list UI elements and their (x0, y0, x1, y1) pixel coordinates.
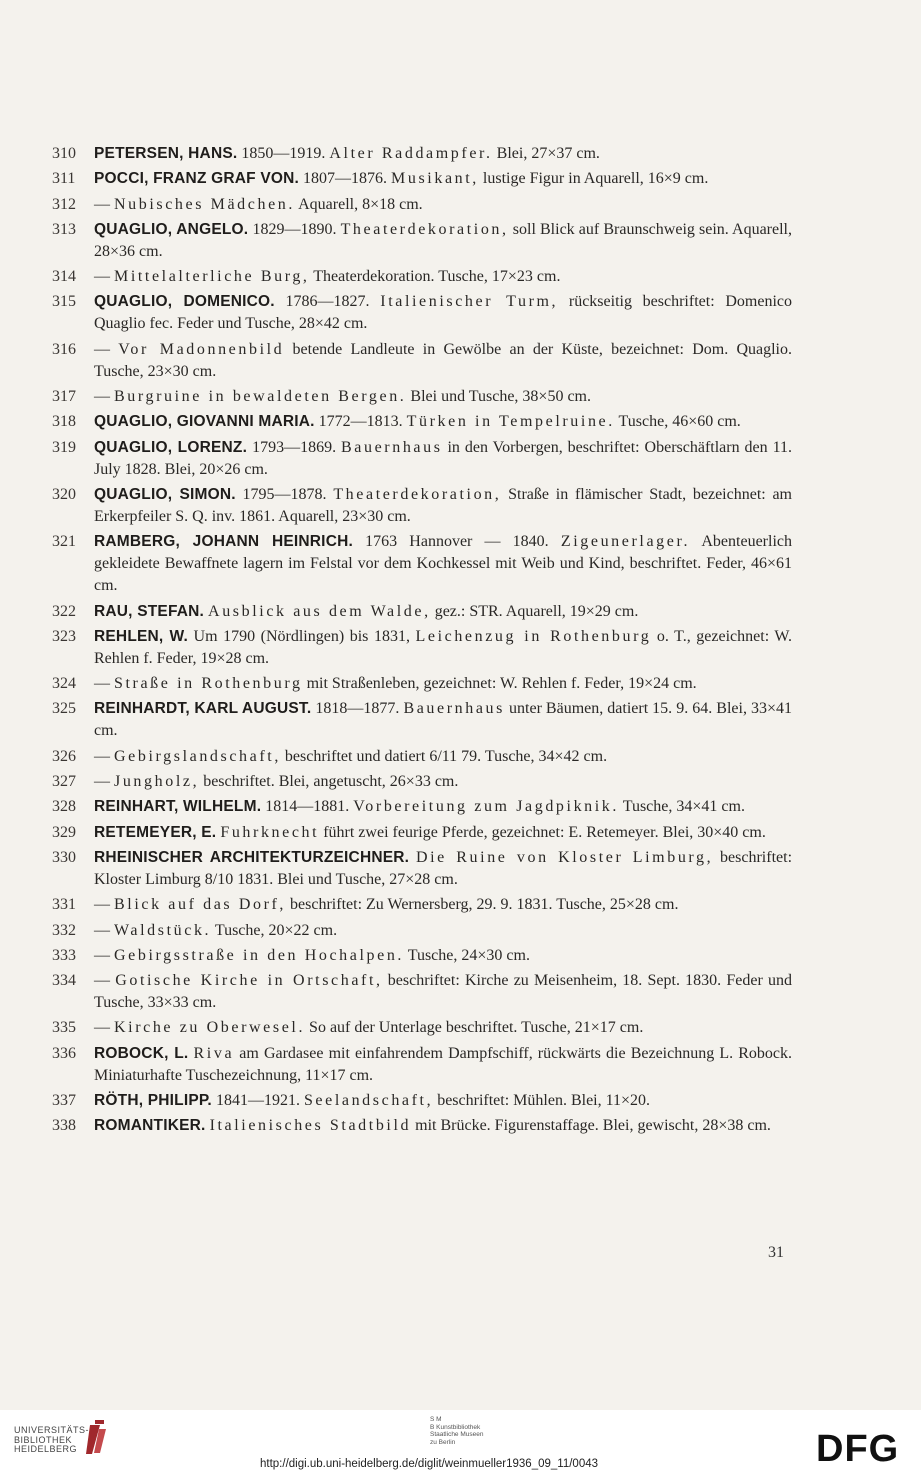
catalog-entry (52, 1090, 792, 1112)
entry-number: 332 (52, 921, 76, 939)
university-line: UNIVERSITÄTS- (14, 1425, 90, 1435)
entry-description: Aquarell, 8×18 cm. (295, 195, 423, 213)
entry-description: — (94, 675, 114, 693)
dfg-logo[interactable]: DFG (816, 1428, 900, 1470)
artwork-title: Italienischer Turm, (380, 293, 559, 311)
catalog-entry (52, 698, 792, 742)
artwork-title: Riva (193, 1044, 235, 1062)
catalog-entry (52, 411, 792, 433)
entry-description: Theaterdekoration. Tusche, 17×23 cm. (309, 268, 561, 286)
catalog-entry (52, 970, 792, 1014)
entry-description: — (94, 388, 114, 406)
catalog-entry (52, 771, 792, 793)
entry-text (94, 847, 792, 891)
artwork-title: Theaterdekoration, (340, 220, 509, 238)
artwork-title: Kirche zu Oberwesel. (114, 1019, 306, 1037)
entry-text (94, 1017, 792, 1039)
entry-number: 334 (52, 972, 76, 990)
artwork-title: Theaterdekoration, (333, 485, 502, 503)
entry-description: 1795—1878. (235, 485, 334, 503)
entry-description: mit Brücke. Figurenstaffage. Blei, gewischt, 28×38 cm. (411, 1117, 771, 1135)
sm-line: Staatliche Museen (430, 1431, 484, 1438)
entry-description: Blei und Tusche, 38×50 cm. (406, 388, 591, 406)
catalog-entry (52, 219, 792, 263)
artist-name: POCCI, FRANZ GRAF VON. (94, 170, 300, 188)
artwork-title: Alter Raddampfer. (329, 145, 493, 162)
sm-line: S M (430, 1416, 442, 1423)
catalog-entry (52, 626, 792, 670)
entry-description: — (94, 268, 114, 286)
artwork-title: Türken in Tempelruine. (406, 413, 615, 431)
entry-description: am Gardasee mit einfahrendem Dampfschiff, rückwärts die Bezeichnung L. Robock. Miniaturhafte Tuschezeichnung, 11×17 cm. (94, 1044, 793, 1084)
artist-name: RÖTH, PHILIPP. (94, 1092, 212, 1110)
entry-text (94, 194, 792, 216)
entry-description: beschriftet. Blei, angetuscht, 26×33 cm. (199, 773, 459, 791)
artwork-title: Bauernhaus (403, 700, 505, 718)
entry-description: beschriftet: Mühlen. Blei, 11×20. (433, 1092, 651, 1110)
entry-number: 316 (52, 340, 76, 358)
artwork-title: Gebirgsstraße in den Hochalpen. (114, 946, 405, 964)
artwork-title: Zigeunerlager. (560, 533, 691, 551)
entry-text (94, 945, 792, 967)
artist-name: RETEMEYER, E. (94, 823, 217, 841)
entry-description: rückseitig beschriftet: Domenico Quaglio fec. Feder und Tusche, 28×42 cm. (94, 293, 793, 333)
entry-description: So auf der Unterlage beschriftet. Tusche, 21×17 cm. (305, 1019, 644, 1037)
entry-number: 333 (52, 946, 76, 964)
catalog-entry (52, 291, 792, 335)
artist-name: QUAGLIO, SIMON. (94, 485, 236, 503)
entry-description: 1807—1876. (299, 170, 392, 188)
entry-description: in den Vorbergen, beschriftet: Oberschäftlarn den 11. July 1828. Blei, 20×26 cm. (94, 438, 793, 478)
entry-text (94, 796, 792, 818)
artist-name: ROMANTIKER. (94, 1117, 206, 1135)
entry-text (94, 219, 792, 263)
entry-description: — (94, 946, 114, 964)
entry-text (94, 822, 792, 844)
entry-number: 330 (52, 848, 76, 866)
artist-name: REINHART, WILHELM. (94, 798, 262, 816)
entry-description: 1763 Hannover — 1840. (352, 533, 561, 551)
entry-number: 337 (52, 1092, 76, 1110)
catalog-entry (52, 822, 792, 844)
artwork-title: Vorbereitung zum Jagdpiknik. (353, 798, 620, 816)
page-number: 31 (768, 1244, 784, 1261)
artwork-title: Straße in Rothenburg (114, 675, 303, 693)
artist-name: RHEINISCHER ARCHITEKTURZEICHNER. (94, 848, 410, 866)
sm-line: zu Berlin (430, 1438, 456, 1446)
entry-text (94, 386, 792, 408)
entry-description: 1850—1919. (237, 145, 330, 162)
entry-number: 317 (52, 388, 76, 406)
entry-description: beschriftet und datiert 6/11 79. Tusche, 34×42 cm. (280, 747, 608, 765)
catalog-entry (52, 1115, 792, 1137)
university-library-label[interactable] (14, 1426, 89, 1455)
catalog-entry (52, 847, 792, 891)
catalog-entry (52, 673, 792, 695)
entry-number: 328 (52, 798, 76, 816)
entry-number: 338 (52, 1117, 76, 1135)
entry-text (94, 339, 792, 383)
artwork-title: Mittelalterliche Burg, (114, 268, 310, 286)
entry-number: 313 (52, 220, 76, 238)
entry-description: Tusche, 24×30 cm. (404, 946, 530, 964)
entry-description: beschriftet: Zu Wernersberg, 29. 9. 1831. Tusche, 25×28 cm. (286, 896, 679, 914)
entry-number: 315 (52, 293, 76, 311)
entry-description: — (94, 195, 114, 213)
catalog-entry (52, 266, 792, 288)
entry-description: 1818—1877. (311, 700, 404, 718)
entry-description: — (94, 747, 114, 765)
catalog-entry (52, 601, 792, 623)
entry-description (409, 849, 416, 866)
entry-description: Blei, 27×37 cm. (492, 145, 600, 162)
entry-description: — (94, 1019, 114, 1037)
artwork-title: Nubisches Mädchen. (114, 195, 295, 213)
entry-number: 310 (52, 145, 76, 162)
entry-number: 323 (52, 627, 76, 645)
entry-description: Straße in flämischer Stadt, bezeichnet: am Erkerpfeiler S. Q. inv. 1861. Aquarell, 23×30 cm. (94, 485, 793, 525)
entry-number: 325 (52, 700, 76, 718)
entry-description: beschriftet: Kloster Limburg 8/10 1831. Blei und Tusche, 27×28 cm. (94, 848, 793, 888)
artist-name: QUAGLIO, ANGELO. (94, 220, 249, 238)
catalog-entry (52, 1043, 792, 1087)
entry-text (94, 920, 792, 942)
entry-number: 320 (52, 485, 76, 503)
artwork-title: Burgruine in bewaldeten Bergen. (114, 388, 407, 406)
entry-number: 322 (52, 602, 76, 620)
source-url-link[interactable]: http://digi.ub.uni-heidelberg.de/diglit/weinmueller1936_09_11/0043 (260, 1458, 599, 1470)
entry-description: Tusche, 34×41 cm. (619, 798, 745, 816)
entry-number: 318 (52, 413, 76, 431)
entry-description: Abenteuerlich gekleidete Bewaffnete lagern im Felstal vor dem Kochkessel mit Weib und Kind, beschriftet. Feder, 46×61 cm. (94, 533, 792, 595)
entry-number: 335 (52, 1019, 76, 1037)
entry-description: beschriftet: Kirche zu Meisenheim, 18. Sept. 1830. Feder und Tusche, 33×33 cm. (94, 972, 792, 1012)
entry-number: 312 (52, 195, 76, 213)
entry-number: 321 (52, 533, 76, 551)
entry-text (94, 437, 792, 481)
artwork-title: Waldstück. (114, 921, 212, 939)
university-logo-icon[interactable] (82, 1417, 108, 1457)
artwork-title: Gebirgslandschaft, (114, 747, 281, 765)
entry-text (94, 266, 792, 288)
artwork-title: Fuhrknecht (220, 823, 320, 841)
catalog-entry (52, 484, 792, 528)
entry-description: mit Straßenleben, gezeichnet: W. Rehlen f. Feder, 19×24 cm. (302, 675, 697, 693)
entry-text (94, 1090, 792, 1112)
entry-text (94, 894, 792, 916)
entry-description: lustige Figur in Aquarell, 16×9 cm. (478, 170, 709, 188)
entry-description: betende Landleute in Gewölbe an der Küste, bezeichnet: Dom. Quaglio. Tusche, 23×30 cm. (94, 340, 793, 380)
catalog-entry (52, 168, 792, 190)
entry-description: 1793—1869. (247, 438, 342, 456)
catalog-entry (52, 746, 792, 768)
entry-number: 327 (52, 773, 76, 791)
entry-text (94, 484, 792, 528)
catalog-entry (52, 339, 792, 383)
entry-description: Um 1790 (Nördlingen) bis 1831, (187, 627, 416, 645)
entry-description: führt zwei feurige Pferde, gezeichnet: E. Retemeyer. Blei, 30×40 cm. (319, 823, 766, 841)
entry-text (94, 970, 792, 1014)
university-line: HEIDELBERG (14, 1444, 78, 1454)
entry-text (94, 673, 792, 695)
catalog-entry (52, 894, 792, 916)
entry-text (94, 168, 792, 190)
entry-description: gez.: STR. Aquarell, 19×29 cm. (430, 602, 639, 620)
artwork-title: Gotische Kirche in Ortschaft, (115, 972, 383, 990)
entry-text (94, 291, 792, 335)
artist-name: REINHARDT, KARL AUGUST. (94, 700, 312, 718)
entry-description: o. T., gezeichnet: W. Rehlen f. Feder, 19×28 cm. (94, 627, 793, 667)
catalog-entry (52, 920, 792, 942)
artwork-title: Ausblick aus dem Walde, (208, 602, 431, 620)
entry-description: 1841—1921. (211, 1092, 304, 1110)
entry-number: 324 (52, 675, 76, 693)
artwork-title: Seelandschaft, (303, 1092, 434, 1110)
entry-number: 311 (52, 170, 76, 188)
entry-description: — (94, 340, 119, 358)
entry-text (94, 531, 792, 597)
entry-description: unter Bäumen, datiert 15. 9. 64. Blei, 33×41 cm. (94, 700, 793, 740)
catalog-entry (52, 1017, 792, 1039)
entry-text (94, 626, 792, 670)
sm-kunstbibliothek-label (430, 1416, 520, 1446)
catalog-entry (52, 531, 792, 597)
catalog-entry (52, 143, 792, 165)
artist-name: PETERSEN, HANS. (94, 145, 238, 162)
artwork-title: Jungholz, (114, 773, 200, 791)
artist-name: REHLEN, W. (94, 627, 188, 645)
artwork-title: Leichenzug in Rothenburg (415, 627, 652, 645)
entry-description: 1829—1890. (248, 220, 341, 238)
catalog-entry (52, 437, 792, 481)
entry-number: 314 (52, 268, 76, 286)
artwork-title: Italienisches Stadtbild (209, 1117, 412, 1135)
entry-text (94, 746, 792, 768)
entry-number: 326 (52, 747, 76, 765)
artist-name: QUAGLIO, DOMENICO. (94, 293, 275, 311)
catalog-entry (52, 796, 792, 818)
entry-number: 336 (52, 1044, 76, 1062)
artwork-title: Vor Madonnenbild (118, 340, 285, 358)
entry-text (94, 411, 792, 433)
entry-text (94, 601, 792, 623)
entry-text (94, 143, 792, 165)
entry-description: — (94, 972, 116, 990)
university-line: BIBLIOTHEK (14, 1434, 73, 1445)
entry-text (94, 771, 792, 793)
artwork-title: Bauernhaus (341, 438, 443, 456)
catalog-entry (52, 386, 792, 408)
artist-name: QUAGLIO, GIOVANNI MARIA. (94, 413, 315, 431)
entry-description: — (94, 921, 114, 939)
entry-number: 319 (52, 438, 76, 456)
catalog-entry (52, 945, 792, 967)
entry-description: Tusche, 20×22 cm. (211, 921, 338, 939)
artist-name: ROBOCK, L. (94, 1044, 189, 1062)
entry-description: — (94, 773, 114, 791)
sm-line: B Kunstbibliothek (430, 1423, 481, 1431)
catalog-entries (52, 143, 792, 1141)
artwork-title: Die Ruine von Kloster Limburg, (415, 848, 714, 866)
entry-description: soll Blick auf Braunschweig sein. Aquarell, 28×36 cm. (94, 220, 792, 260)
entry-description: 1786—1827. (274, 293, 381, 311)
entry-text (94, 1115, 792, 1137)
entry-description: Tusche, 46×60 cm. (614, 413, 741, 431)
entry-text (94, 698, 792, 742)
entry-number: 331 (52, 896, 76, 914)
artist-name: RAMBERG, JOHANN HEINRICH. (94, 533, 353, 551)
artist-name: QUAGLIO, LORENZ. (94, 438, 248, 456)
entry-text (94, 1043, 792, 1087)
artwork-title: Blick auf das Dorf, (114, 896, 287, 914)
entry-description: 1772—1813. (314, 413, 407, 431)
catalog-entry (52, 194, 792, 216)
artwork-title: Musikant, (391, 170, 479, 188)
entry-number: 329 (52, 823, 76, 841)
artist-name: RAU, STEFAN. (94, 602, 205, 620)
entry-description: — (94, 896, 114, 914)
entry-description: 1814—1881. (261, 798, 354, 816)
